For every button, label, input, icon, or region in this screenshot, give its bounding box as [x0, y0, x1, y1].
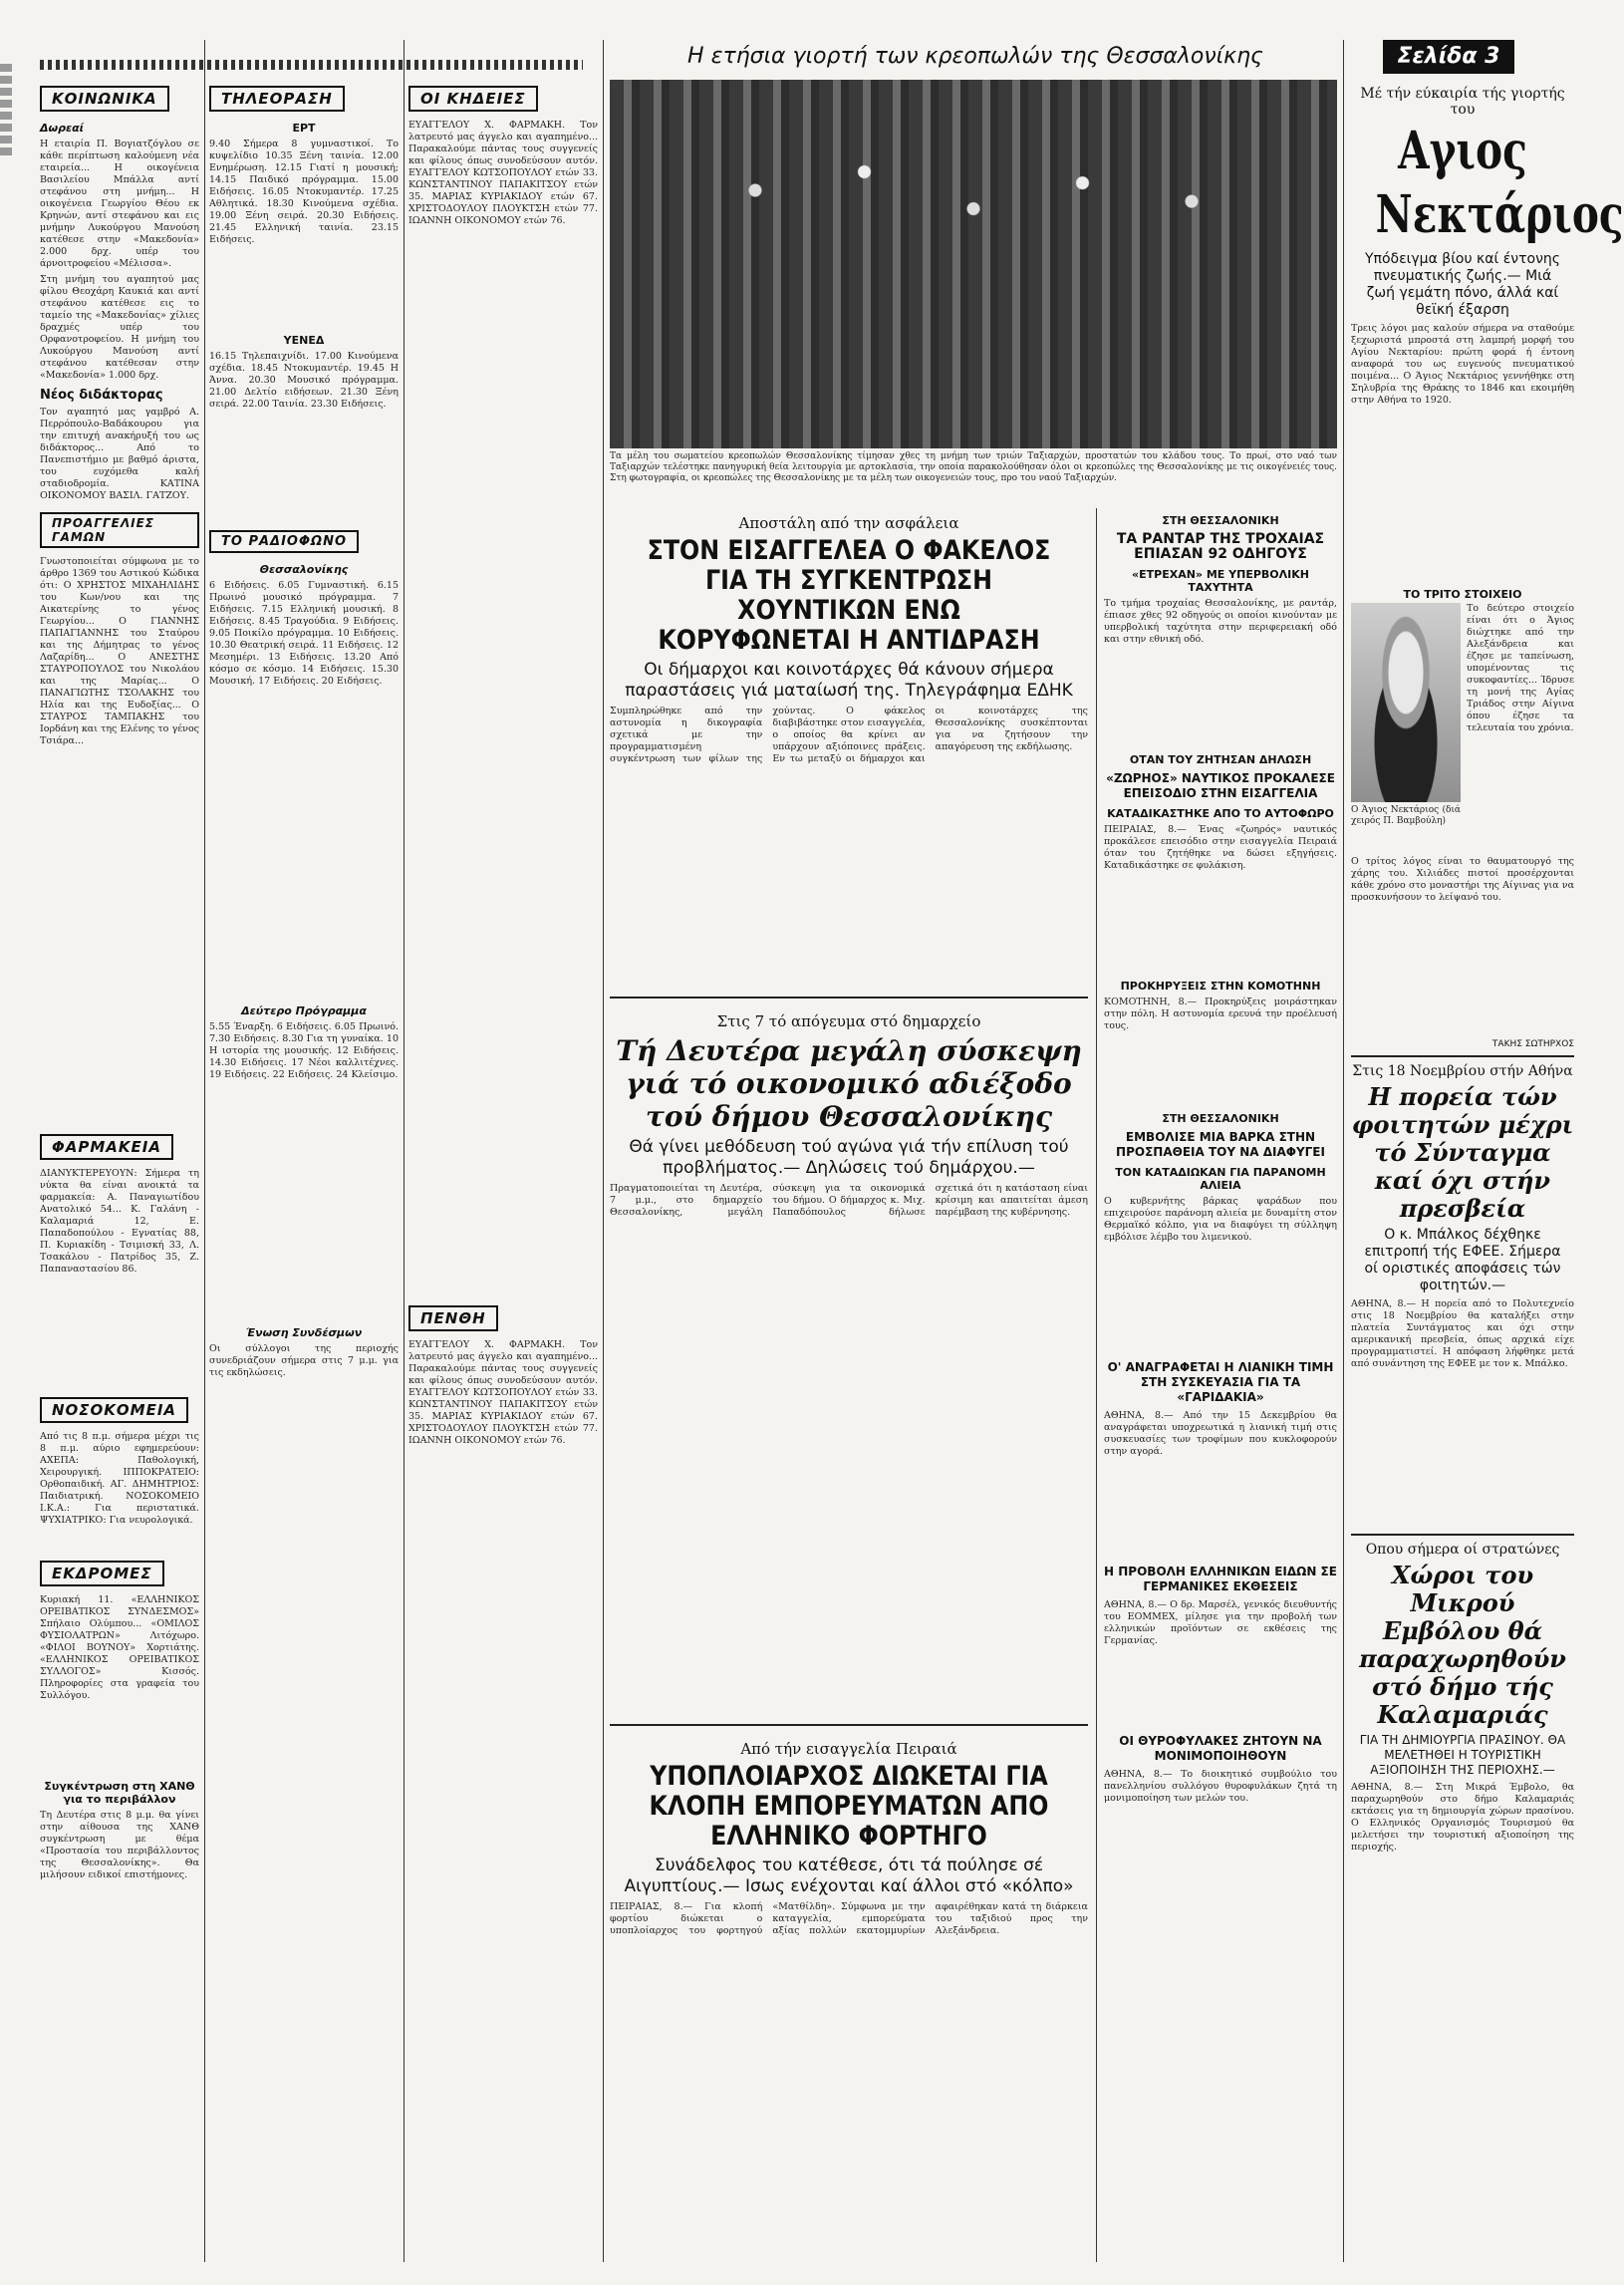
pharmacies-title: ΦΑΡΜΑΚΕΙΑ [40, 1134, 173, 1160]
column-rule [404, 40, 405, 2262]
pharmacies-text: ΔΙΑΝΥΚΤΕΡΕΥΟΥΝ: Σήμερα τη νύκτα θα είναι ανοικτά τα φαρμακεία: Α. Παναγιωτίδου Ανατολικό 54... Κ. Γαλάνη - Καλαμαριά 12, Ε. Παπαδοπούλου - Εγνατίας 88, Π. Κυριακίδη - Τσιμισκή 33, Λ. Τσακάλου - Πατρίδος 35, Ζ. Παπαναστασίου 86. [40, 1168, 199, 1275]
radio-thess-label: Θεσσαλονίκης [259, 563, 349, 576]
mourning-text: ΕΥΑΓΓΕΛΟΥ Χ. ΦΑΡΜΑΚΗ. Τον λατρευτό μας άγγελο και αγαπημένο... Παρακαλούμε πάντας τους συγγενείς και φίλους όπως συνοδεύσουν αυτόν. ΕΥΑΓΓΕΛΟΥ ΚΩΤΣΟΠΟΥΛΟΥ ετών 33. ΚΩΝΣΤΑΝΤΙΝΟΥ ΠΑΠΑΚΙΤΣΟΥ ετών 35. ΜΑΡΙΑΣ ΚΥΡΙΑΚΙΔΟΥ ετών 67. ΧΡΙΣΤΟΔΟΥΛΟΥ ΠΛΟΥΚΤΣΗ ετών 77. ΙΩΑΝΝΗ ΟΙΚΟΝΟΜΟΥ ετών 76. [408, 1339, 598, 1446]
radar-text: Το τμήμα τροχαίας Θεσσαλονίκης, με ραντάρ, έπιασε χθες 92 οδηγούς οι οποίοι κινούνταν με υπερβολική ταχύτητα στην περιφερειακή οδό και στην εθνική οδό. [1104, 598, 1337, 645]
story1-headline: ΣΤΟΝ ΕΙΣΑΓΓΕΛΕΑ Ο ΦΑΚΕΛΟΣ ΓΙΑ ΤΗ ΣΥΓΚΕΝΤΡΩΣΗ ΧΟΥΝΤΙΚΩΝ ΕΝΩ ΚΟΡΥΦΩΝΕΤΑΙ Η ΑΝΤΙΔΡΑΣΗ [647, 535, 1051, 656]
story3-headline: ΥΠΟΠΛΟΙΑΡΧΟΣ ΔΙΩΚΕΤΑΙ ΓΙΑ ΚΛΟΠΗ ΕΜΠΟΡΕΥΜΑΤΩΝ ΑΠΟ ΕΛΛΗΝΙΚΟ ΦΟΡΤΗΓΟ [649, 1761, 1049, 1852]
yened-schedule: 16.15 Τηλεπαιχνίδι. 17.00 Κινούμενα σχέδια. 18.45 Ντοκυμαντέρ. 19.45 Η Άννα. 20.30 Μουσικό πρόγραμμα. 21.00 Δελτίο ειδήσεων. 21.30 Ξένη σειρά. 22.00 Ταινία. 23.30 Ειδήσεις. [209, 351, 399, 410]
story3-kicker: Από τήν εισαγγελία Πειραιά [740, 1740, 957, 1758]
wedding-announcements-text: Γνωστοποιείται σύμφωνα με το άρθρο 1369 του Αστικού Κώδικα ότι: Ο ΧΡΗΣΤΟΣ ΜΙΧΑΗΛΙΔΗΣ του Κων/νου και της Αικατερίνης το γένος Γεωργίου... Ο ΓΙΑΝΝΗΣ ΠΑΠΑΓΙΑΝΝΗΣ του Σταύρου και της Δήμητρας το γένος Λαζαρίδη... Ο ΑΝΕΣΤΗΣ ΣΤΑΥΡΟΠΟΥΛΟΣ του Νικολάου και της Μαρίας... Ο ΠΑΝΑΓΙΩΤΗΣ ΤΣΟΛΑΚΗΣ του Ηλία και της Ευδοξίας... Ο ΣΤΑΥΡΟΣ ΤΑΜΠΑΚΗΣ του Ιορδάνη και της Ελένης το γένος Τσιάρα... [40, 556, 199, 746]
story-divider [610, 1724, 1088, 1726]
funerals-title: ΟΙ ΚΗΔΕΙΕΣ [408, 86, 538, 112]
author-signature: ΤΑΚΗΣ ΣΩΤΗΡΧΟΣ [1491, 1039, 1574, 1049]
story-municipality [610, 1006, 1088, 1635]
nektarios-text-2: Το δεύτερο στοιχείο είναι ότι ο Άγιος διώχτηκε από την Αλεξάνδρεια και έζησε με ταπείνωση, υπομένοντας τις συκοφαντίες... Ίδρυσε τη μονή της Αγίας Τριάδος στην Αίγινα όπου έζησε τα τελευταία του χρόνια. [1467, 603, 1574, 733]
mourning-title: ΠΕΝΘΗ [408, 1305, 498, 1331]
price-text: ΑΘΗΝΑ, 8.— Από την 15 Δεκεμβρίου θα αναγράφεται υποχρεωτικά η λιανική τιμή στις συσκευασίες των τροφίμων που κυκλοφορούν στην αγορά. [1104, 1410, 1337, 1457]
students-headline: Η πορεία τών φοιτητών μέχρι τό Σύνταγμα καί όχι στήν πρεσβεία [1351, 1082, 1574, 1223]
radar-headline: ΤΑ ΡΑΝΤΑΡ ΤΗΣ ΤΡΟΧΑΙΑΣ ΕΠΙΑΣΑΝ 92 ΟΔΗΓΟΥΣ [1116, 531, 1325, 562]
story2-kicker: Στις 7 τό απόγευμα στό δημαρχείο [716, 1012, 981, 1030]
center-section [610, 80, 1337, 2262]
column-rule [603, 40, 604, 2262]
exhibitions-headline: Η ΠΡΟΒΟΛΗ ΕΛΛΗΝΙΚΩΝ ΕΙΔΩΝ ΣΕ ΓΕΡΜΑΝΙΚΕΣ ΕΚΘΕΣΕΙΣ [1104, 1565, 1337, 1593]
students-kicker: Στις 18 Νοεμβρίου στήν Αθήνα [1352, 1063, 1573, 1079]
boat-headline: ΕΜΒΟΛΙΣΕ ΜΙΑ ΒΑΡΚΑ ΣΤΗΝ ΠΡΟΣΠΑΘΕΙΑ ΤΟΥ ΝΑ ΔΙΑΦΥΓΕΙ [1116, 1130, 1325, 1159]
column-rule [204, 40, 205, 2262]
funerals-column [408, 40, 598, 2262]
story3-subhead: Συνάδελφος του κατέθεσε, ότι τά πούλησε σέ Αιγυπτίους.— Ισως ενέχονται καί άλλοι στό «κόλπο» [624, 1856, 1074, 1896]
binding-edge [0, 60, 18, 2272]
union-label: Ένωση Συνδέσμων [245, 1326, 363, 1339]
hospitals-text: Από τις 8 π.μ. σήμερα μέχρι τις 8 π.μ. αύριο εφημερεύουν: ΑΧΕΠΑ: Παθολογική, Χειρουργική. ΙΠΠΟΚΡΑΤΕΙΟ: Ορθοπαιδική. ΑΓ. ΔΗΜΗΤΡΙΟΣ: Παιδιατρική. ΝΟΣΟΚΟΜΕΙΟ Ι.Κ.Α.: Για περιστατικά. ΨΥΧΙΑΤΡΙΚΟ: Για νευρολογικά. [40, 1431, 199, 1526]
zoros-headline: «ΖΩΡΗΟΣ» ΝΑΥΤΙΚΟΣ ΠΡΟΚΑΛΕΣΕ ΕΠΕΙΣΟΔΙΟ ΣΤΗΝ ΕΙΣΑΓΓΕΛΙΑ [1106, 771, 1335, 800]
doormen-text: ΑΘΗΝΑ, 8.— Το διοικητικό συμβούλιο του πανελληνίου συλλόγου θυροφυλάκων ζητά τη μονιμοποίηση των μελών του. [1104, 1769, 1337, 1804]
third-element-title: ΤΟ ΤΡΙΤΟ ΣΤΟΙΧΕΙΟ [1403, 588, 1522, 601]
thess-label-1: ΣΤΗ ΘΕΣΣΑΛΟΝΙΚΗ [1162, 514, 1279, 527]
students-text: ΑΘΗΝΑ, 8.— Η πορεία από το Πολυτεχνείο στις 18 Νοεμβρίου θα καταλήξει στην πλατεία Συντάγματος και όχι στην αμερικανική πρεσβεία, όπως αρχικά είχε προγραμματιστεί. Η απόφαση λήφθηκε μετά από συνάντηση της ΕΦΕΕ με τον κ. Μπάλκο. [1351, 1298, 1574, 1369]
butchers-photo [610, 80, 1337, 448]
column-rule [1343, 40, 1344, 2262]
story-divider [1351, 1534, 1574, 1536]
nektarios-text-3: Ο τρίτος λόγος είναι το θαυματουργό της χάρης του. Χιλιάδες πιστοί προσέρχονται κάθε χρόνο στο μοναστήρι της Αίγινας για να προσκυνήσουν το λείψανό του. [1351, 856, 1574, 903]
new-doctor-title: Νέος διδάκτορας [40, 388, 163, 403]
nektarios-portrait [1351, 603, 1461, 802]
social-column [40, 40, 199, 2262]
donations-text-2: Στη μνήμη του αγαπητού μας φίλου Θεοχάρη Καυκιά και αντί στεφάνου κατέθεσε εις το ταμείο της «Μακεδονίας» χίλιες δραχμές υπέρ του Ορφανοτροφείου. Η μνήμη του Λυκούργου Μανούση αντί στεφάνου κατέθεσαν στην «Μακεδονία» 1.000 δρχ. [40, 274, 199, 381]
story-divider [610, 997, 1088, 999]
zoros-subhead: ΚΑΤΑΔΙΚΑΣΤΗΚΕ ΑΠΟ ΤΟ ΑΥΤΟΦΩΡΟ [1107, 807, 1334, 820]
portrait-caption: Ο Άγιος Νεκτάριος (διά χειρός Π. Βαμβούλη) [1351, 805, 1461, 826]
photo-caption: Τα μέλη του σωματείου κρεοπωλών Θεσσαλονίκης τίμησαν χθες τη μνήμη των τριών Ταξιαρχών, προστατών του κλάδου τους. Το πρωί, στο ναό των Ταξιαρχών τελέστηκε πανηγυρική θεία λειτουργία με αρτοκλασία, την οποία παρακολούθησαν όλοι οι κρεοπώλες της Θεσσαλονίκης με τις οικογένειές τους. Στη φωτογραφία, οι κρεοπώλες της Θεσσαλονίκης με τα μέλη των οικογενειών τους, προ του ναού Ταξιαρχών. [610, 451, 1337, 483]
story1-subhead: Οι δήμαρχοι και κοινοτάρχες θά κάνουν σήμερα παραστάσεις γιά ματαίωσή της. Τηλεγράφημα ΕΔΗΚ [625, 660, 1073, 701]
boat-subhead: ΤΟΝ ΚΑΤΑΔΙΩΚΑΝ ΓΙΑ ΠΑΡΑΝΟΜΗ ΑΛΙΕΙΑ [1115, 1166, 1326, 1192]
xanth-text: Τη Δευτέρα στις 8 μ.μ. θα γίνει στην αίθουσα της ΧΑΝΘ συγκέντρωση με θέμα «Προστασία του περιβάλλοντος της Θεσσαλονίκης». Θα μιλήσουν ειδικοί επιστήμονες. [40, 1810, 199, 1880]
photo-headline: Η ετήσια γιορτή των κρεοπωλών της Θεσσαλονίκης [687, 44, 1263, 69]
embolo-subhead: ΓΙΑ ΤΗ ΔΗΜΙΟΥΡΓΙΑ ΠΡΑΣΙΝΟΥ. ΘΑ ΜΕΛΕΤΗΘΕΙ Η ΤΟΥΡΙΣΤΙΚΗ ΑΞΙΟΠΟΙΗΣΗ ΤΗΣ ΠΕΡΙΟΧΗΣ.— [1359, 1733, 1566, 1777]
story2-subhead: Θά γίνει μεθόδευση τού αγώνα γιά τήν επίλυση τού προβλήματος.— Δηλώσεις τού δημάρχου.— [629, 1137, 1069, 1178]
excursions-text: Κυριακή 11. «ΕΛΛΗΝΙΚΟΣ ΟΡΕΙΒΑΤΙΚΟΣ ΣΥΝΔΕΣΜΟΣ» Σπήλαιο Ολύμπου... «ΟΜΙΛΟΣ ΦΥΣΙΟΛΑΤΡΩΝ» Λιτόχωρο. «ΦΙΛΟΙ ΒΟΥΝΟΥ» Χορτιάτης. «ΕΛΛΗΝΙΚΟΣ ΟΡΕΙΒΑΤΙΚΟΣ ΣΥΛΛΟΓΟΣ» Κισσός. Πληροφορίες στα γραφεία του Συλλόγου. [40, 1594, 199, 1701]
right-section [1351, 80, 1624, 2262]
embolo-headline: Χώροι του Μικρού Εμβόλου θά παραχωρηθούν στό δήμο τής Καλαμαριάς [1359, 1561, 1566, 1729]
boat-text: Ο κυβερνήτης βάρκας ψαράδων που επιχειρούσε παράνομη αλιεία με δυναμίτη στον Θερμαϊκό κόλπο, για να διαφύγει τη σύλληψη εμβόλισε λέμβο του λιμενικού. [1104, 1196, 1337, 1243]
zoros-text: ΠΕΙΡΑΙΑΣ, 8.— Ένας «ζωηρός» ναυτικός προκάλεσε επεισόδιο στην εισαγγελία Πειραιά όταν του ζητήθηκε να δώσει εξηγήσεις. Καταδικάστηκε σε φυλάκιση. [1104, 824, 1337, 871]
section-title-social: ΚΟΙΝΩΝΙΚΑ [40, 86, 169, 112]
xanth-title: Συγκέντρωση στη ΧΑΝΘ για το περιβάλλον [44, 1780, 195, 1806]
embolo-text: ΑΘΗΝΑ, 8.— Στη Μικρά Έμβολο, θα παραχωρηθούν στο δήμο Καλαμαριάς εκτάσεις για τη δημιουργία χώρων πρασίνου. Ο Ελληνικός Οργανισμός Τουρισμού θα μελετήσει την τουριστική αξιοποίηση της περιοχής. [1351, 1782, 1574, 1853]
doormen-headline: ΟΙ ΘΥΡΟΦΥΛΑΚΕΣ ΖΗΤΟΥΝ ΝΑ ΜΟΝΙΜΟΠΟΙΗΘΟΥΝ [1119, 1734, 1322, 1763]
union-text: Οι σύλλογοι της περιοχής συνεδριάζουν σήμερα στις 7 μ.μ. για τις εκδηλώσεις. [209, 1343, 399, 1378]
funerals-text: ΕΥΑΓΓΕΛΟΥ Χ. ΦΑΡΜΑΚΗ. Τον λατρευτό μας άγγελο και αγαπημένο... Παρακαλούμε πάντας τους συγγενείς και φίλους όπως συνοδεύσουν αυτόν. ΕΥΑΓΓΕΛΟΥ ΚΩΤΣΟΠΟΥΛΟΥ ετών 33. ΚΩΝΣΤΑΝΤΙΝΟΥ ΠΑΠΑΚΙΤΣΟΥ ετών 35. ΜΑΡΙΑΣ ΚΥΡΙΑΚΙΔΟΥ ετών 67. ΧΡΙΣΤΟΔΟΥΛΟΥ ΠΛΟΥΚΤΣΗ ετών 77. ΙΩΑΝΝΗ ΟΙΚΟΝΟΜΟΥ ετών 76. [408, 120, 598, 226]
portrait-frame [1351, 603, 1461, 852]
story-piraeus [610, 1734, 1088, 2204]
komotini-label: ΠΡΟΚΗΡΥΞΕΙΣ ΣΤΗΝ ΚΟΜΟΤΗΝΗ [1120, 980, 1321, 993]
thess-label-2: ΣΤΗ ΘΕΣΣΑΛΟΝΙΚΗ [1162, 1112, 1279, 1125]
nektarios-subhead: Υπόδειγμα βίου καί έντονης πνευματικής ζωής.— Μιά ζωή γεμάτη πόνο, άλλά καί θεϊκή έξαρση [1364, 251, 1561, 318]
zoros-kicker: ΟΤΑΝ ΤΟΥ ΖΗΤΗΣΑΝ ΔΗΛΩΣΗ [1129, 753, 1312, 766]
yened-label: ΥΕΝΕΔ [283, 334, 325, 347]
radar-subhead: «ΕΤΡΕΧΑΝ» ΜΕ ΥΠΕΡΒΟΛΙΚΗ ΤΑΧΥΤΗΤΑ [1132, 568, 1309, 594]
nektarios-portrait-block [1351, 603, 1574, 852]
page-number-box: Σελίδα 3 [1383, 40, 1514, 74]
story2-text: Πραγματοποιείται τη Δευτέρα, 7 μ.μ., στο δημαρχείο Θεσσαλονίκης, μεγάλη σύσκεψη για τα οικονομικά του δήμου. Ο δήμαρχος κ. Μιχ. Παπαδόπουλος δήλωσε σχετικά ότι η κατάσταση είναι κρίσιμη και απαιτείται άμεση παρέμβαση της κυβέρνησης. [610, 1183, 1088, 1218]
ert-label: ΕΡΤ [292, 122, 316, 135]
radio-schedule: 6 Ειδήσεις. 6.05 Γυμναστική. 6.15 Πρωινό μουσικό πρόγραμμα. 7 Ειδήσεις. 7.15 Ελληνική μουσική. 8 Ειδήσεις. 8.45 Τραγούδια. 9 Ειδήσεις. 9.05 Ποικίλο πρόγραμμα. 10 Ειδήσεις. 10.30 Θεατρική σειρά. 11 Ειδήσεις. 12 Μεσημέρι. 13 Ειδήσεις. 13.20 Από κόσμο σε κόσμο. 14 Ειδήσεις. 15.30 Μουσική. 17 Ειδήσεις. 20 Ειδήσεις. [209, 580, 399, 687]
donations-text: Η εταιρία Π. Βογιατζόγλου σε κάθε περίπτωση καλούμενη νέα εταιρεία... Η οικογένεια Βασιλείου Μπάλλα αντί στεφάνου στη μνήμη... Η οικογένεια Γεωργίου Θέου εκ Κρηνών, αντί στεφάνου και εις μνήμην Λυκούργου Μανούση κατέθεσε στην «Μακεδονία» 2.000 δρχ. υπέρ του άρνοιτροφείου «Μέλισσα». [40, 139, 199, 269]
embolo-kicker: Οπου σήμερα οί στρατώνες [1365, 1542, 1560, 1558]
price-headline: Ο' ΑΝΑΓΡΑΦΕΤΑΙ Η ΛΙΑΝΙΚΗ ΤΙΜΗ ΣΤΗ ΣΥΣΚΕΥΑΣΙΑ ΓΙΑ ΤΑ «ΓΑΡΙΔΑΚΙΑ» [1107, 1360, 1334, 1404]
hospitals-title: ΝΟΣΟΚΟΜΕΙΑ [40, 1397, 188, 1423]
ert-schedule: 9.40 Σήμερα 8 γυμναστικοί. Το κυψελίδιο 10.35 Ξένη ταινία. 12.00 Ενημέρωση. 12.15 Γιατί η μουσική; 14.15 Παιδικό πρόγραμμα. 15.00 Ειδήσεις. 16.05 Ντοκυμαντέρ. 17.25 Αθλητικά. 18.30 Κινούμενα σχέδια. 19.00 Ξένη σειρά. 20.30 Ειδήσεις. 21.45 Ελληνική ταινία. 23.15 Ειδήσεις. [209, 139, 399, 245]
excursions-title: ΕΚΔΡΟΜΕΣ [40, 1561, 164, 1586]
nektarios-text-1: Τρεις λόγοι μας καλούν σήμερα να σταθούμε ξεχωριστά μπροστά στη λαμπρή μορφή του Αγίου Νεκταρίου: πρώτη φορά ή έντονη αναφορά του ως ευγενούς πνευματικού ποιμένα... Ο Άγιος Νεκτάριος γεννήθηκε στη Σηλυβρία της Θράκης το 1846 και εκοιμήθη στην Αθήνα το 1920. [1351, 323, 1574, 406]
story2-headline: Τή Δευτέρα μεγάλη σύσκεψη γιά τό οικονομικό αδιέξοδο τού δήμου Θεσσαλονίκης [616, 1034, 1082, 1133]
new-doctor-text: Τον αγαπητό μας γαμβρό Α. Περρόπουλο-Βαδάκουρου για την επιτυχή ανακήρυξή του ως διδάκτορος... Από το Πανεπιστήμιο με βαθμό άριστα, του ευχόμεθα καλή σταδιοδρομία. ΚΑΤΙΝΑ ΟΙΚΟΝΟΜΟΥ ΒΑΣΙΛ. ΓΑΤΖΟΥ. [40, 407, 199, 501]
nektarios-kicker: Μέ τήν εύκαιρία τής γιορτής του [1360, 86, 1565, 118]
story-divider [1351, 1055, 1574, 1057]
komotini-text: ΚΟΜΟΤΗΝΗ, 8.— Προκηρύξεις μοιράστηκαν στην πόλη. Η αστυνομία ερευνά την προέλευσή τους. [1104, 997, 1337, 1031]
second-program-text: 5.55 Έναρξη. 6 Ειδήσεις. 6.05 Πρωινό. 7.30 Ειδήσεις. 8.30 Για τη γυναίκα. 10 Η ιστορία της μουσικής. 12 Ειδήσεις. 14.30 Ειδήσεις. 17 Νέοι καλλιτέχνες. 19 Ειδήσεις. 22 Ειδήσεις. 24 Κλείσιμο. [209, 1021, 399, 1080]
nektarios-title: Αγιος Νεκτάριος [1375, 121, 1624, 245]
exhibitions-text: ΑΘΗΝΑ, 8.— Ο δρ. Μαρσέλ, γενικός διευθυντής του ΕΟΜΜΕΧ, μίλησε για την προβολή των ελληνικών προϊόντων σε εκθέσεις της Γερμανίας. [1104, 1599, 1337, 1646]
story1-text: Συμπληρώθηκε από την αστυνομία η δικογραφία σχετικά με την προγραμματισμένη συγκέντρωση των φίλων της χούντας. Ο φάκελος διαβιβάστηκε στον εισαγγελέα, ο οποίος θα κρίνει αν υπάρχουν αξιόποινες πράξεις. Εν τω μεταξύ οι δήμαρχοι και οι κοινοτάρχες της Θεσσαλονίκης συσκέπτονται για να ζητήσουν την απαγόρευση της εκδήλωσης. [610, 706, 1088, 764]
short-news-column [1104, 508, 1337, 2262]
second-program-label: Δεύτερο Πρόγραμμα [241, 1004, 367, 1017]
story3-text: ΠΕΙΡΑΙΑΣ, 8.— Για κλοπή φορτίου διώκεται ο υποπλοίαρχος του φορτηγού «Ματθίλδη». Σύμφωνα με την καταγγελία, εμπορεύματα αξίας πολλών εκατομμυρίων αφαιρέθηκαν κατά τη διάρκεια του ταξιδιού προς την Αλεξάνδρεια. [610, 1901, 1088, 1936]
story-security [610, 508, 1088, 1068]
donations-title: Δωρεαί [40, 122, 84, 135]
story1-kicker: Αποστάλη από την ασφάλεια [738, 514, 959, 532]
students-subhead: Ο κ. Μπάλκος δέχθηκε επιτροπή τής ΕΦΕΕ. Σήμερα οί οριστικές αποφάσεις τών φοιτητών.— [1364, 1227, 1561, 1293]
tv-title: ΤΗΛΕΟΡΑΣΗ [209, 86, 345, 112]
wedding-announcements-title: ΠΡΟΑΓΓΕΛΙΕΣ ΓΑΜΩΝ [40, 512, 199, 548]
radio-title: ΤΟ ΡΑΔΙΟΦΩΝΟ [209, 530, 359, 553]
column-rule [1096, 508, 1097, 2262]
tv-column [209, 40, 399, 2262]
